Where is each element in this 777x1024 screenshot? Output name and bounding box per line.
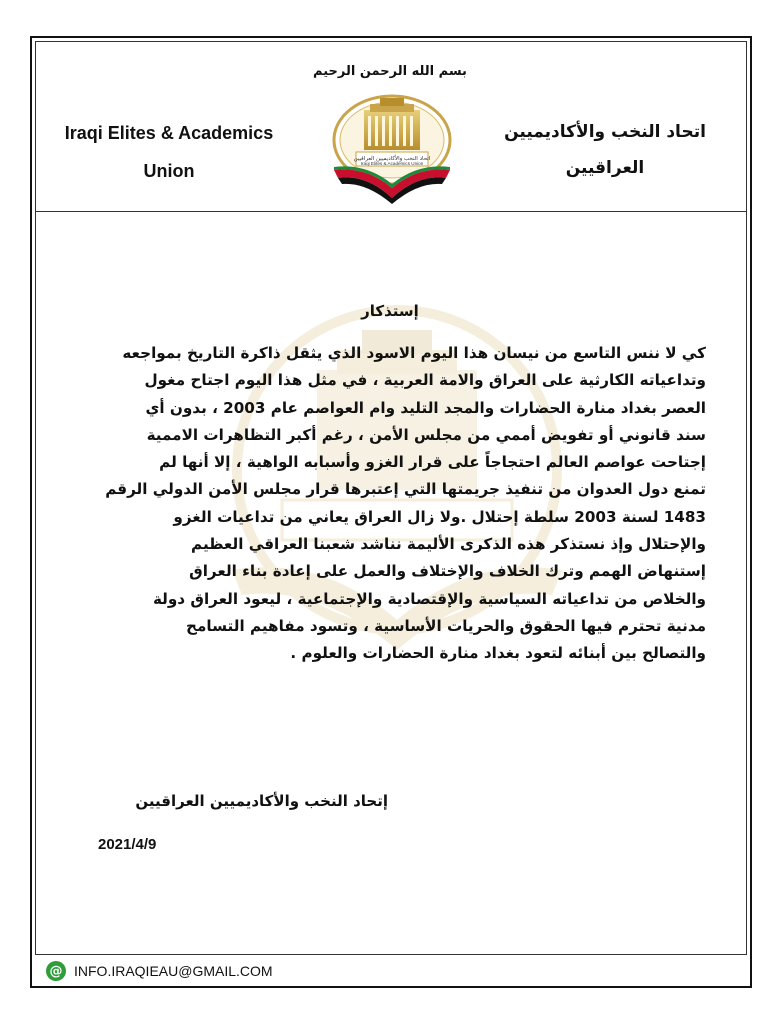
org-name-ar-line1: اتحاد النخب والأكاديميين bbox=[504, 122, 706, 142]
body-line: تمنع دول العدوان من تنفيذ جريمتها التي إعتبرها قرار مجلس الأمن الدولي الرقم bbox=[105, 480, 706, 499]
header-divider bbox=[35, 211, 747, 212]
body-line: والتصالح بين أبنائه لتعود بغداد منارة الحضارات والعلوم . bbox=[290, 644, 706, 663]
union-logo bbox=[326, 90, 458, 208]
body-line: مدنية تحترم فيها الحقوق والحريات الأساسية ، وتسود مفاهيم التسامح bbox=[186, 616, 706, 635]
logo-text-en: Iraqi Elites & Academics Union bbox=[360, 161, 424, 166]
body-line: إجتاحت عواصم العالم احتجاجاً على قرار الغزو وأسبابه الواهية ، إلا أنها لم bbox=[159, 453, 706, 472]
org-name-en-line1: Iraqi Elites & Academics bbox=[64, 123, 274, 143]
footer bbox=[40, 957, 742, 985]
body-line: سند قانوني أو تفويض أممي من مجلس الأمن ، رغم أكبر التظاهرات الاممية bbox=[146, 425, 706, 444]
org-name-english bbox=[40, 114, 298, 190]
org-name-arabic bbox=[490, 114, 720, 186]
body-line: والإحتلال وإذ نستذكر هذه الذكرى الأليمة نناشد شعبنا العراقي العظيم bbox=[191, 535, 706, 554]
contact-email[interactable]: INFO.IRAQIEAU@GMAIL.COM bbox=[74, 963, 273, 979]
org-name-en-line2: Union bbox=[143, 161, 195, 181]
body-line: والخلاص من تداعياته السياسية والإقتصادية والإجتماعية ، ليعود العراق دولة bbox=[152, 589, 706, 608]
body-line: إستنهاض الهمم وترك الخلاف والإختلاف والعمل على إعادة بناء العراق bbox=[189, 562, 706, 581]
body-line: العصر بغداد منارة الحضارات والمجد التليد وام العواصم عام 2003 ، بدون أي bbox=[145, 398, 706, 417]
document-title: إستذكار bbox=[361, 302, 419, 320]
bismillah-text: بسم الله الرحمن الرحيم bbox=[313, 64, 467, 79]
document-date: 2021/4/9 bbox=[98, 836, 157, 853]
logo-text-ar: اتحاد النخب والأكاديميين العراقيين bbox=[353, 156, 431, 162]
body-line: كي لا ننس التاسع من نيسان هذا اليوم الاسود الذي يثقل ذاكرة التاريخ بمواجعه bbox=[122, 344, 706, 362]
signature: إتحاد النخب والأكاديميين العراقيين bbox=[135, 792, 388, 810]
at-sign-icon: @ bbox=[46, 961, 66, 981]
org-name-ar-line2: العراقيين bbox=[565, 158, 645, 178]
body-line: وتداعياته الكارثية على العراق والامة العربية ، في مثل هذا اليوم اجتاح مغول bbox=[144, 371, 706, 390]
body-line: 1483 لسنة 2003 سلطة إحتلال .ولا زال العراق يعاني من تداعيات الغزو bbox=[173, 507, 706, 526]
document-body bbox=[88, 340, 706, 668]
